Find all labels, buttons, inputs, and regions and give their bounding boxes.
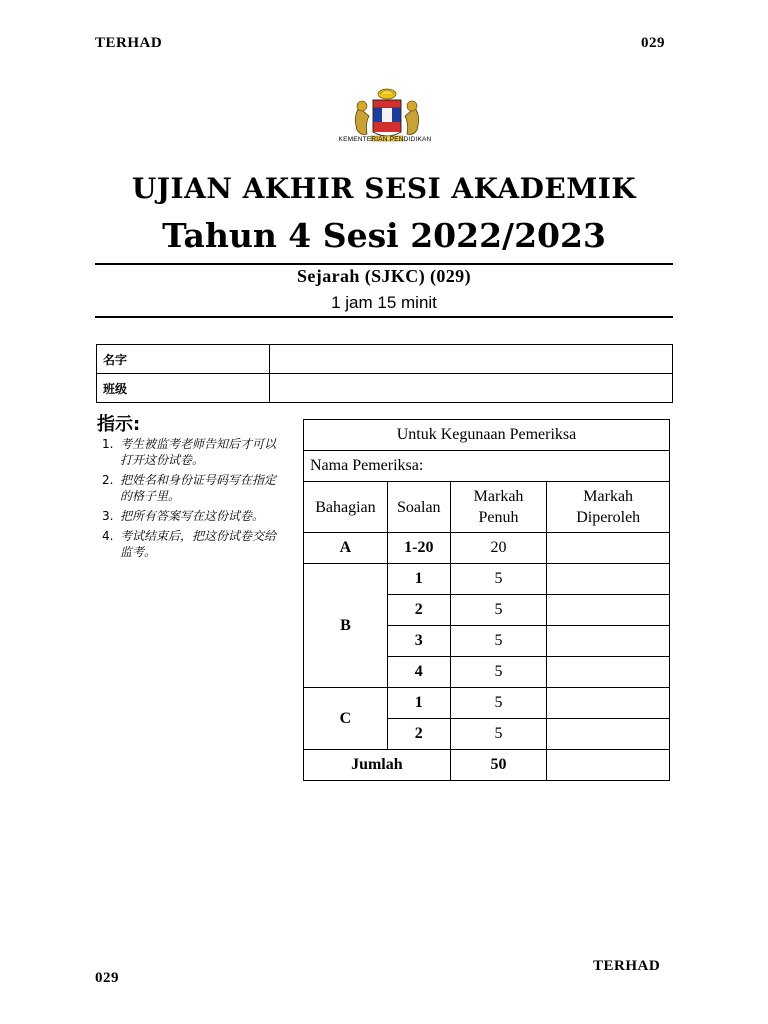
header-classification: TERHAD xyxy=(95,35,163,51)
name-field[interactable] xyxy=(270,345,673,374)
total-label: Jumlah xyxy=(304,750,451,781)
divider-top xyxy=(95,263,673,265)
full-mark-cell: 5 xyxy=(450,595,547,626)
section-cell: B xyxy=(304,564,388,688)
col-header-section: Bahagian xyxy=(304,482,388,533)
exam-year-session: Tahun 4 Sesi 2022/2023 xyxy=(162,216,606,255)
question-cell: 1 xyxy=(387,688,450,719)
footer-paper-code: 029 xyxy=(95,970,119,986)
ministry-label: KEMENTERIAN PENDIDIKAN xyxy=(338,136,432,143)
marks-table-caption: Untuk Kegunaan Pemeriksa xyxy=(304,420,670,451)
exam-duration: 1 jam 15 minit xyxy=(331,293,437,312)
question-cell: 3 xyxy=(387,626,450,657)
obtained-mark-cell[interactable] xyxy=(547,533,670,564)
footer-classification: TERHAD xyxy=(593,958,661,974)
class-field[interactable] xyxy=(270,374,673,403)
total-full-mark: 50 xyxy=(450,750,547,781)
name-label: 名字 xyxy=(97,345,270,374)
table-row xyxy=(304,564,670,595)
table-row xyxy=(304,533,670,564)
col-header-question: Soalan xyxy=(387,482,450,533)
name-row xyxy=(97,345,673,374)
class-label: 班级 xyxy=(97,374,270,403)
full-mark-cell: 5 xyxy=(450,564,547,595)
instructions-title: 指示: xyxy=(97,414,141,435)
obtained-mark-cell[interactable] xyxy=(547,657,670,688)
section-cell: C xyxy=(304,688,388,750)
section-cell: A xyxy=(304,533,388,564)
class-row xyxy=(97,374,673,403)
col-header-full-mark: Markah Penuh xyxy=(450,482,547,533)
full-mark-cell: 5 xyxy=(450,626,547,657)
table-row xyxy=(304,688,670,719)
instruction-item: 2. 把姓名和身份证号码写在指定的格子里。 xyxy=(102,473,277,503)
question-cell: 4 xyxy=(387,657,450,688)
total-obtained-mark[interactable] xyxy=(547,750,670,781)
total-row xyxy=(304,750,670,781)
full-mark-cell: 5 xyxy=(450,719,547,750)
question-cell: 1 xyxy=(387,564,450,595)
examiner-marks-table xyxy=(303,419,670,781)
full-mark-cell: 20 xyxy=(450,533,547,564)
subject-title: Sejarah (SJKC) (029) xyxy=(297,266,471,286)
obtained-mark-cell[interactable] xyxy=(547,595,670,626)
question-cell: 1-20 xyxy=(387,533,450,564)
instruction-item: 4. 考试结束后，把这份试卷交给监考。 xyxy=(102,529,277,559)
header-paper-code: 029 xyxy=(641,35,665,51)
candidate-info-table xyxy=(96,344,673,403)
instructions-list xyxy=(102,436,287,564)
obtained-mark-cell[interactable] xyxy=(547,564,670,595)
divider-bottom xyxy=(95,316,673,318)
full-mark-cell: 5 xyxy=(450,688,547,719)
obtained-mark-cell[interactable] xyxy=(547,719,670,750)
question-cell: 2 xyxy=(387,719,450,750)
exam-title: UJIAN AKHIR SESI AKADEMIK xyxy=(131,172,637,205)
col-header-obtained-mark: Markah Diperoleh xyxy=(547,482,670,533)
examiner-name-label[interactable]: Nama Pemeriksa: xyxy=(304,451,670,482)
instruction-item: 3. 把所有答案写在这份试卷。 xyxy=(102,509,265,523)
instruction-item: 1. 考生被监考老师告知后才可以打开这份试卷。 xyxy=(102,437,277,467)
question-cell: 2 xyxy=(387,595,450,626)
obtained-mark-cell[interactable] xyxy=(547,688,670,719)
obtained-mark-cell[interactable] xyxy=(547,626,670,657)
full-mark-cell: 5 xyxy=(450,657,547,688)
